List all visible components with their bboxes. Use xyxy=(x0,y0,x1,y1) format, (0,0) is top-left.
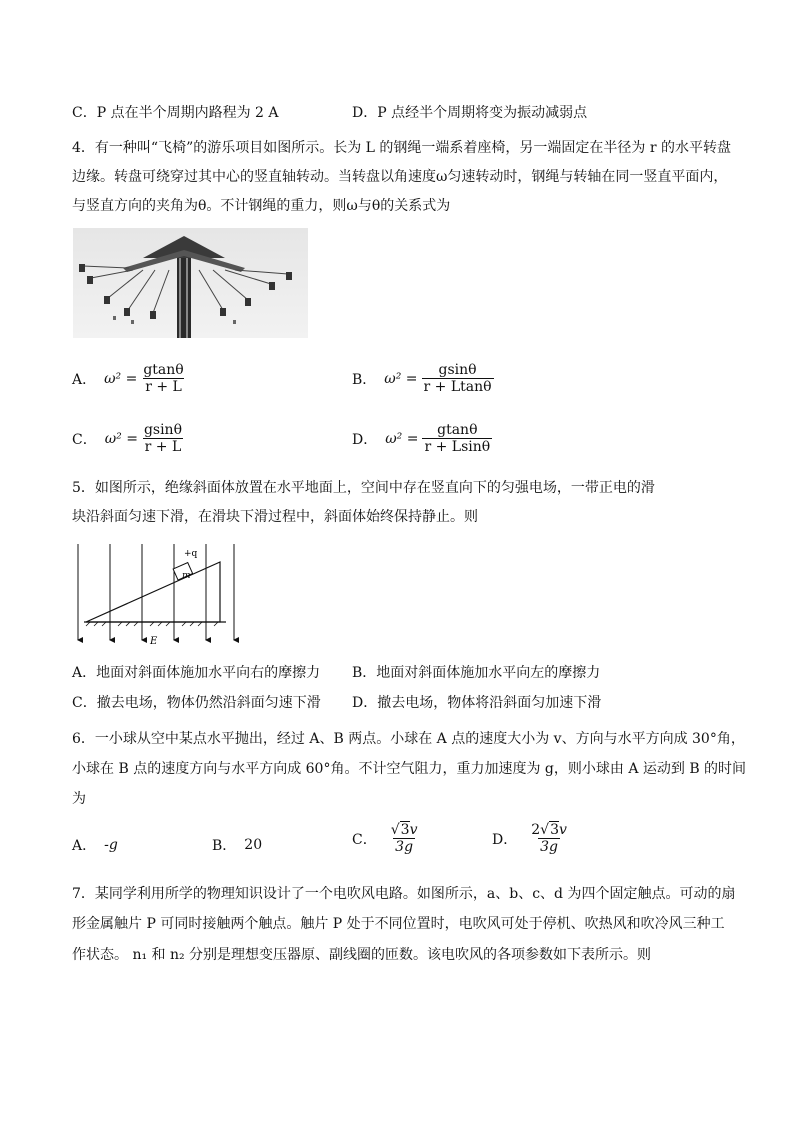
q6-stem-line1: 6．一小球从空中某点水平抛出，经过 A、B 两点。小球在 A 点的速度大小为 v、方向与水平方向成 30°角， xyxy=(72,731,745,747)
numerator: gtanθ xyxy=(437,422,478,438)
q6-stem-line3: 为 xyxy=(72,791,86,807)
fraction xyxy=(422,422,492,455)
numerator-var: v xyxy=(559,822,567,838)
fraction xyxy=(529,822,569,855)
q5-option-a: A．地面对斜面体施加水平向右的摩擦力 xyxy=(72,665,321,681)
q7-stem-line2: 形金属触片 P 可同时接触两个触点。触片 P 处于不同位置时，电吹风可处于停机、吹热风和吹冷风三种工 xyxy=(72,916,725,932)
denominator: r + Ltanθ xyxy=(423,379,492,395)
q6-option-a xyxy=(72,835,118,855)
q4-option-d xyxy=(352,422,492,455)
formula-lhs: ω² = xyxy=(104,370,138,387)
charge-label: +q xyxy=(184,549,198,559)
numerator xyxy=(529,822,569,838)
q7-stem-line3: 作状态。 n₁ 和 n₂ 分别是理想变压器原、副线圈的匝数。该电吹风的各项参数如下表所示。则 xyxy=(72,947,652,963)
option-label: D． xyxy=(492,831,518,848)
fraction xyxy=(141,362,185,395)
flying-chair-photo xyxy=(73,228,308,338)
q4-option-b xyxy=(352,362,494,395)
numerator-var: v xyxy=(409,822,418,838)
fraction xyxy=(422,362,494,395)
denominator: r + L xyxy=(144,439,182,455)
option-label: C． xyxy=(72,105,97,121)
radicand: 3 xyxy=(550,822,559,838)
incline-field-diagram xyxy=(70,540,240,650)
numerator: gtanθ xyxy=(143,362,184,378)
q4-stem-line2: 边缘。转盘可绕穿过其中心的竖直轴转动。当转盘以角速度ω匀速转动时，钢绳与转轴在同一竖直平面内， xyxy=(72,169,728,185)
q4-option-a xyxy=(72,362,186,395)
option-text: -g xyxy=(104,837,118,853)
denominator: r + Lsinθ xyxy=(424,439,491,455)
sqrt: √3 xyxy=(540,822,559,838)
q6-option-d xyxy=(492,822,569,855)
option-label: C． xyxy=(72,431,97,448)
q5-option-c: C．撤去电场，物体仍然沿斜面匀速下滑 xyxy=(72,695,321,711)
fraction xyxy=(142,422,184,455)
numerator xyxy=(389,822,420,838)
denominator: 3g xyxy=(540,839,559,855)
denominator: r + L xyxy=(145,379,182,395)
q5-option-d: D．撤去电场，物体将沿斜面匀加速下滑 xyxy=(352,695,602,711)
q4-option-c xyxy=(72,422,184,455)
q7-stem-line1: 7．某同学利用所学的物理知识设计了一个电吹风电路。如图所示，a、b、c、d 为四个固定触点。可动的扇 xyxy=(72,886,736,902)
q5-stem-line1: 5．如图所示，绝缘斜面体放置在水平地面上，空间中存在竖直向下的匀强电场，一带正电的滑 xyxy=(72,480,655,496)
q6-option-c xyxy=(352,822,419,855)
option-label: D． xyxy=(352,431,378,448)
option-label: A． xyxy=(72,371,97,388)
q5-option-b: B．地面对斜面体施加水平向左的摩擦力 xyxy=(352,665,601,681)
sqrt: √3 xyxy=(390,822,410,838)
option-text: 20 xyxy=(244,837,263,853)
formula-lhs: ω² = xyxy=(104,430,138,447)
numerator: gsinθ xyxy=(143,422,183,438)
option-label: B． xyxy=(212,838,237,854)
q3-option-d xyxy=(352,104,587,122)
q4-stem-line3: 与竖直方向的夹角为θ。不计钢绳的重力，则ω与θ的关系式为 xyxy=(72,198,451,214)
mass-label: m xyxy=(182,571,191,581)
q3-option-c xyxy=(72,104,279,122)
option-text: P 点在半个周期内路程为 2 A xyxy=(96,105,279,121)
fraction xyxy=(389,822,420,855)
q6-option-b xyxy=(212,835,262,855)
incline-svg xyxy=(70,540,240,650)
option-text: P 点经半个周期将变为振动减弱点 xyxy=(377,105,588,121)
field-label: E xyxy=(150,636,158,647)
flying-chair-illustration xyxy=(73,228,308,338)
q5-stem-line2: 块沿斜面匀速下滑，在滑块下滑过程中，斜面体始终保持静止。则 xyxy=(72,509,478,525)
numerator-coef: 2 xyxy=(531,822,541,838)
option-label: C． xyxy=(352,831,377,848)
formula-lhs: ω² = xyxy=(384,370,418,387)
option-label: B． xyxy=(352,371,377,388)
q4-stem-line1: 4．有一种叫“飞椅”的游乐项目如图所示。长为 L 的钢绳一端系着座椅，另一端固定在半径为 r 的水平转盘 xyxy=(72,140,732,156)
denominator: 3g xyxy=(395,839,414,855)
numerator: gsinθ xyxy=(438,362,477,378)
option-label: D． xyxy=(352,105,378,121)
q6-stem-line2: 小球在 B 点的速度方向与水平方向成 60°角。不计空气阻力，重力加速度为 g，则小球由 A 运动到 B 的时间 xyxy=(72,761,747,777)
radicand: 3 xyxy=(400,822,410,838)
option-label: A． xyxy=(72,838,97,854)
formula-lhs: ω² = xyxy=(385,430,419,447)
